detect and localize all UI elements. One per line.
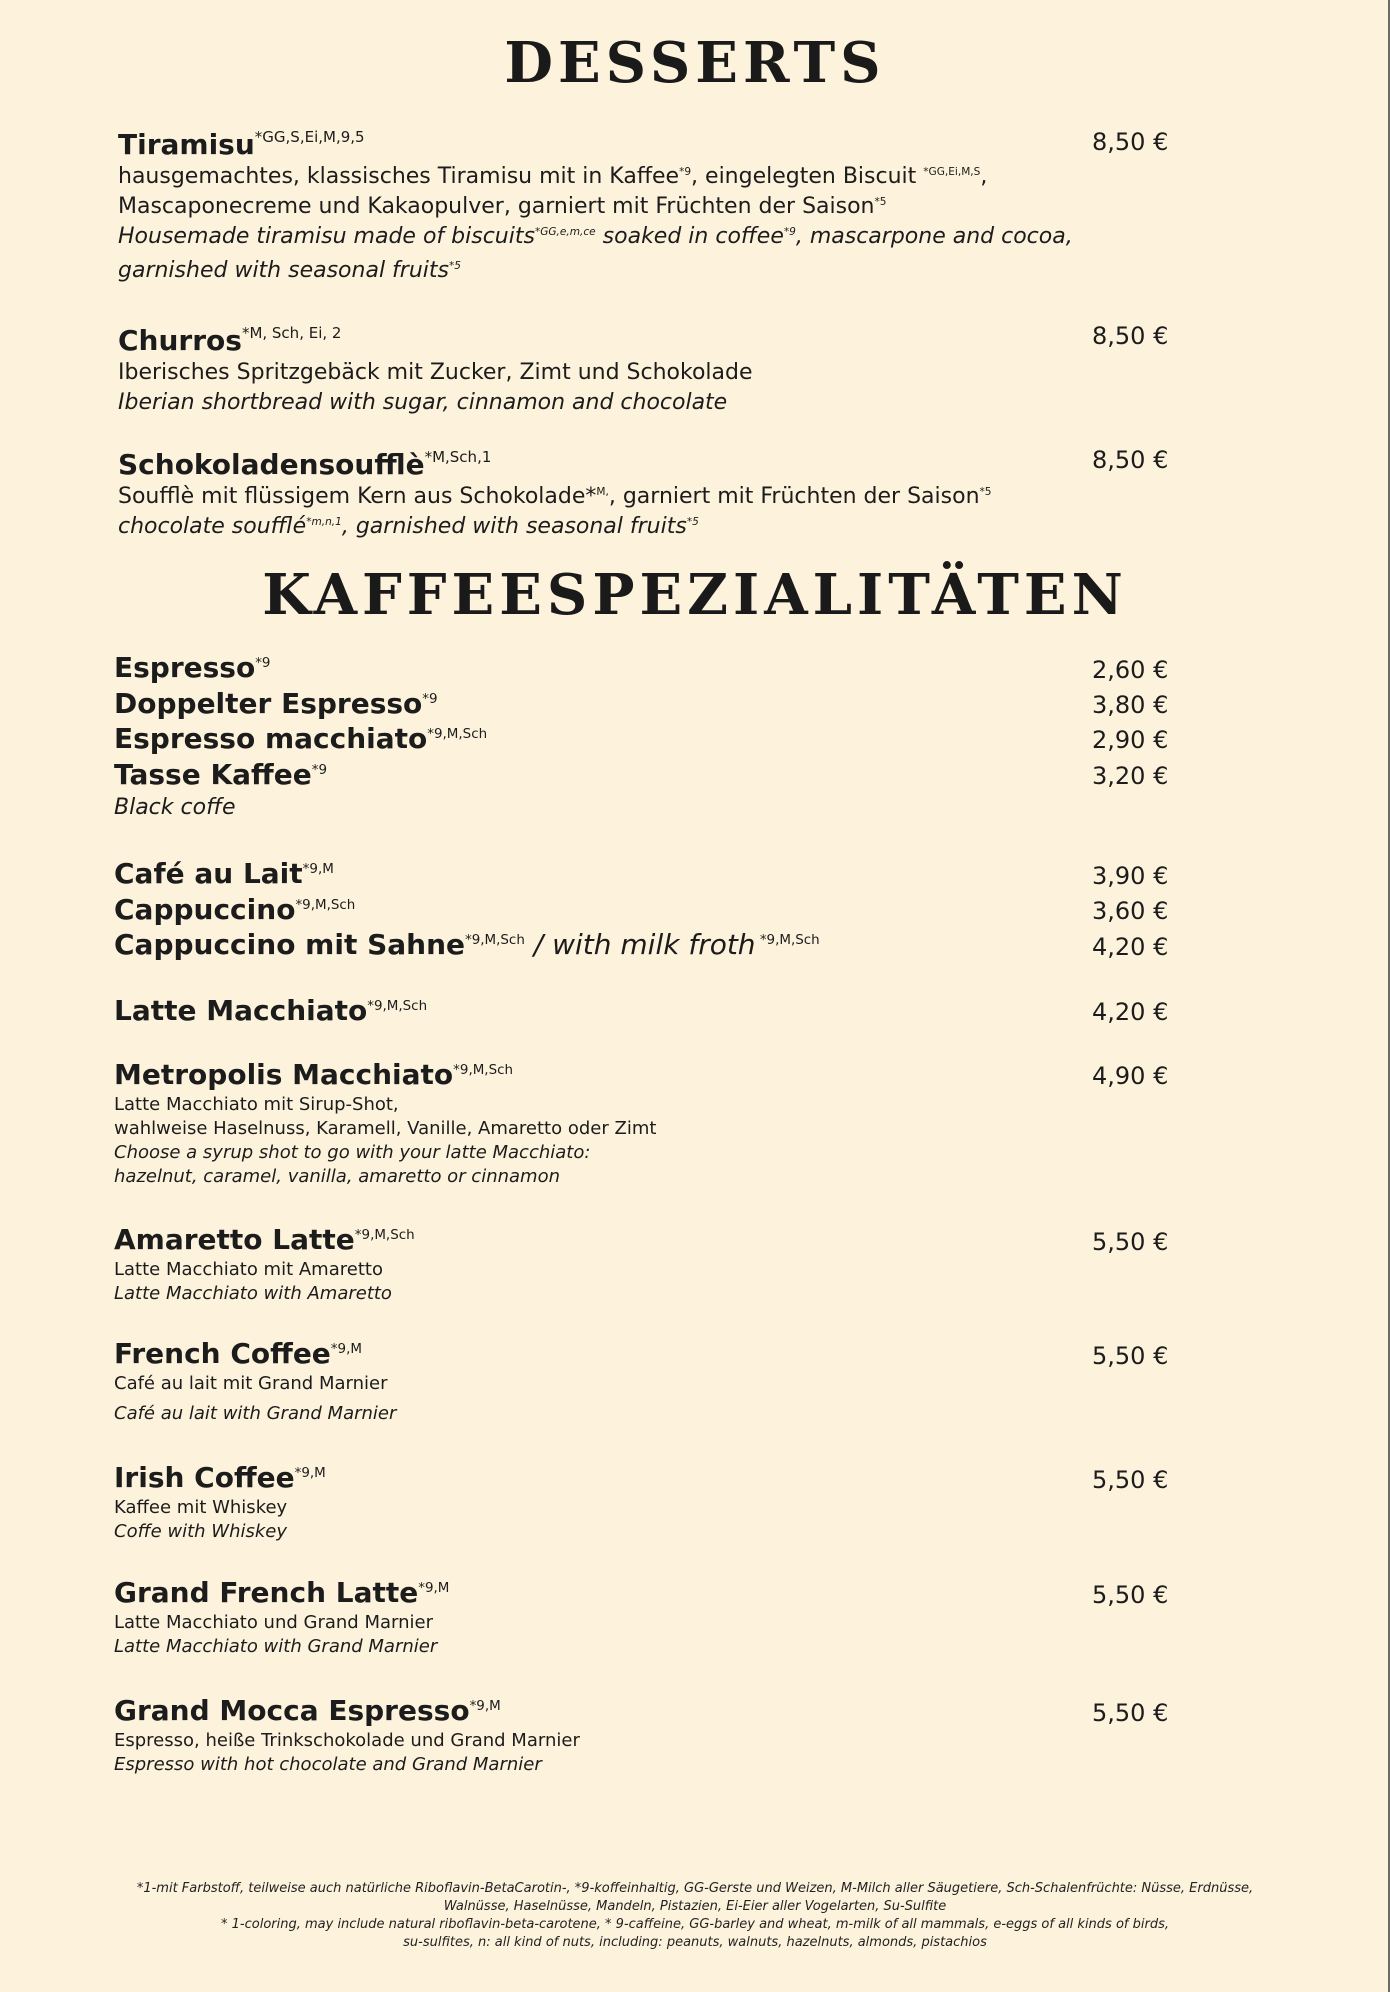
item-allergens: *9: [422, 691, 438, 707]
item-price: 2,60 €: [1092, 656, 1169, 684]
footnote-line: * 1-coloring, may include natural riboflavin-beta-carotene, * 9-caffeine, GG-barley and wheat, m-milk of all mammals, e-eggs of all kinds of birds,: [221, 1917, 1169, 1932]
menu-item-cappuccino-mit-sahne: [114, 927, 1164, 963]
menu-item-latte-macchiato: [114, 993, 1164, 1029]
item-name: Tiramisu: [118, 128, 255, 161]
item-description-en: Espresso with hot chocolate and Grand Marnier: [114, 1754, 542, 1775]
item-allergens: *9,M,Sch: [367, 998, 428, 1014]
item-name: Espresso: [114, 651, 256, 684]
menu-item-grand-french-latte: [114, 1575, 1164, 1659]
item-description-de: Café au lait mit Grand Marnier: [114, 1373, 388, 1394]
item-description-de: Latte Macchiato mit Amaretto: [114, 1259, 383, 1280]
item-price: 8,50 €: [1092, 322, 1169, 350]
item-name-alt: / with milk froth: [524, 928, 756, 961]
item-price: 8,50 €: [1092, 128, 1169, 156]
item-description-en: hazelnut, caramel, vanilla, amaretto or cinnamon: [114, 1166, 561, 1187]
menu-item-espresso: [114, 650, 1164, 686]
item-price: 5,50 €: [1092, 1466, 1169, 1494]
menu-item-schokoladensouffle: [118, 440, 1168, 542]
item-price: 4,90 €: [1092, 1062, 1169, 1090]
item-name: Tasse Kaffee: [114, 758, 312, 791]
item-name: Amaretto Latte: [114, 1223, 355, 1256]
item-allergens: *M,Sch,1: [424, 448, 492, 466]
item-allergens-alt: *9,M,Sch: [755, 932, 820, 948]
item-description-en: Black coffe: [114, 795, 236, 820]
item-description-en: Housemade tiramisu made of biscuits$^{*GG,e,m,ce}$ soaked in coffee$^{*9}$, mascarpone and cocoa,: [118, 224, 1073, 249]
item-name: Schokoladensoufflè: [118, 448, 425, 481]
item-description-en: Coffe with Whiskey: [114, 1521, 288, 1542]
menu-item-tasse-kaffee: [114, 757, 1164, 823]
item-allergens: *9,M: [294, 1465, 326, 1481]
footnote-line: su-sulfites, n: all kind of nuts, including: peanuts, walnuts, hazelnuts, almonds, pistachios: [403, 1935, 987, 1950]
item-description-en: Choose a syrup shot to go with your latte Macchiato:: [114, 1142, 591, 1163]
item-price: 3,20 €: [1092, 762, 1169, 790]
menu-item-churros: [118, 316, 1168, 418]
coffee-heading: KAFFEESPEZIALITÄTEN: [262, 562, 1128, 628]
item-price: 3,90 €: [1092, 862, 1169, 890]
item-description-de: Soufflè mit flüssigem Kern aus Schokolade*$^{M,}$, garniert mit Früchten der Saison$^{*5}$: [118, 484, 992, 509]
item-allergens: *9,M,Sch: [465, 932, 525, 948]
menu-item-cappuccino: [114, 892, 1164, 928]
item-price: 4,20 €: [1092, 998, 1169, 1026]
item-allergens: *9,M,Sch: [354, 1227, 415, 1243]
menu-item-doppelter-espresso: [114, 686, 1164, 722]
item-allergens: *9: [311, 762, 327, 778]
item-name: Café au Lait: [114, 857, 303, 890]
menu-item-metropolis-macchiato: [114, 1057, 1164, 1189]
item-name: French Coffee: [114, 1337, 331, 1370]
item-name: Metropolis Macchiato: [114, 1058, 454, 1091]
item-allergens: *9,M: [330, 1341, 362, 1357]
item-allergens: *9,M: [302, 861, 334, 877]
item-name: Grand Mocca Espresso: [114, 1694, 470, 1727]
item-allergens: *9,M,Sch: [453, 1062, 514, 1078]
menu-item-tiramisu: [118, 120, 1168, 286]
item-allergens: *9,M: [469, 1698, 501, 1714]
item-price: 5,50 €: [1092, 1342, 1169, 1370]
item-description-de: Espresso, heiße Trinkschokolade und Grand Marnier: [114, 1730, 580, 1751]
item-allergens: *GG,S,Ei,M,9,5: [254, 128, 365, 146]
item-allergens: *9,M,Sch: [427, 726, 488, 742]
menu-item-espresso-macchiato: [114, 721, 1164, 757]
item-allergens: *9,M: [418, 1580, 450, 1596]
item-price: 5,50 €: [1092, 1228, 1169, 1256]
item-name: Irish Coffee: [114, 1461, 295, 1494]
item-price: 3,60 €: [1092, 897, 1169, 925]
item-description-de: Latte Macchiato mit Sirup-Shot,: [114, 1094, 399, 1115]
item-price: 3,80 €: [1092, 691, 1169, 719]
item-name: Espresso macchiato: [114, 722, 428, 755]
menu-item-irish-coffee: [114, 1460, 1164, 1544]
footnote-line: *1-mit Farbstoff, teilweise auch natürliche Riboflavin-BetaCarotin-, *9-koffeinhaltig, GG-Gerste und Weizen, M-Milch aller Säugetiere, Sch-Schalenfrüchte: Nüsse, Erdnüsse,: [136, 1881, 1254, 1896]
menu-item-grand-mocca-espresso: [114, 1693, 1164, 1777]
item-price: 5,50 €: [1092, 1581, 1169, 1609]
item-name: Cappuccino mit Sahne: [114, 928, 465, 961]
item-description-en: garnished with seasonal fruits$^{*5}$: [118, 258, 461, 283]
item-name: Latte Macchiato: [114, 994, 368, 1027]
item-description-en: chocolate soufflé$^{*m,n,1}$, garnished with seasonal fruits$^{*5}$: [118, 514, 699, 539]
item-allergens: *9,M,Sch: [295, 897, 356, 913]
item-description-de: Kaffee mit Whiskey: [114, 1497, 288, 1518]
footnote-line: Walnüsse, Haselnüsse, Mandeln, Pistazien, Ei-Eier aller Vogelarten, Su-Sulfite: [443, 1899, 947, 1914]
item-price: 2,90 €: [1092, 726, 1169, 754]
item-description-en: Café au lait with Grand Marnier: [114, 1403, 397, 1424]
allergen-footnote: [0, 1880, 1390, 1952]
item-description-de: Latte Macchiato und Grand Marnier: [114, 1612, 433, 1633]
item-name: Churros: [118, 324, 242, 357]
item-description-de: wahlweise Haselnuss, Karamell, Vanille, Amaretto oder Zimt: [114, 1118, 657, 1139]
item-price: 8,50 €: [1092, 446, 1169, 474]
item-name: Doppelter Espresso: [114, 687, 423, 720]
desserts-heading: DESSERTS: [504, 30, 886, 96]
menu-item-amaretto-latte: [114, 1222, 1164, 1306]
item-description-en: Iberian shortbread with sugar, cinnamon and chocolate: [118, 390, 728, 415]
item-description-de: Mascaponecreme und Kakaopulver, garniert mit Früchten der Saison$^{*5}$: [118, 194, 887, 219]
menu-item-cafe-au-lait: [114, 856, 1164, 892]
item-description-en: Latte Macchiato with Amaretto: [114, 1283, 392, 1304]
menu-item-french-coffee: [114, 1336, 1164, 1426]
item-allergens: *9: [255, 655, 271, 671]
item-description-en: Latte Macchiato with Grand Marnier: [114, 1636, 438, 1657]
item-price: 5,50 €: [1092, 1699, 1169, 1727]
item-description-de: Iberisches Spritzgebäck mit Zucker, Zimt und Schokolade: [118, 360, 753, 385]
item-price: 4,20 €: [1092, 933, 1169, 961]
item-allergens: *M, Sch, Ei, 2: [241, 324, 342, 342]
item-name: Grand French Latte: [114, 1576, 419, 1609]
item-name: Cappuccino: [114, 893, 296, 926]
item-description-de: hausgemachtes, klassisches Tiramisu mit in Kaffee$^{*9}$, eingelegten Biscuit $^{*GG,Ei,M,S}$,: [118, 164, 988, 189]
